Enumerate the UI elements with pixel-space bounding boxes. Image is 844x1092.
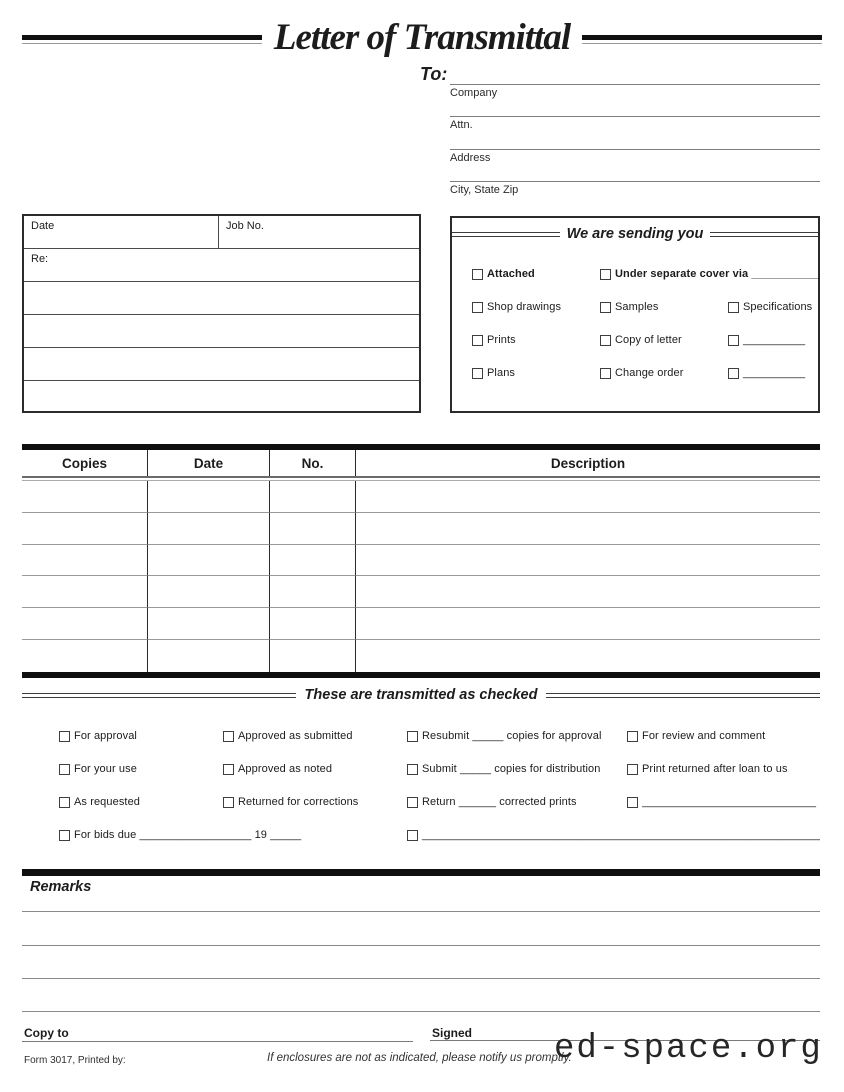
form-title-row [22,18,822,60]
date-job-row [24,216,419,249]
column-header-description: Description [550,455,626,471]
check-item-label: For bids due __________________ 19 _____ [74,829,302,841]
header-rule-right [546,693,820,698]
table-cell [270,513,356,545]
column-header-no: No. [270,450,356,476]
copy-to-label: Copy to [24,1026,69,1040]
check-item-blank [627,796,816,808]
table-body [22,481,820,672]
title-rule-left [22,35,262,44]
table-cell [356,545,820,577]
blank-row [24,282,419,315]
to-label: To: [420,64,448,84]
title-rule-right [582,35,822,44]
check-item-change-order [600,367,683,379]
checkbox[interactable] [600,335,611,346]
table-cell [148,513,270,545]
check-item-under-separate-cover [600,268,820,280]
check-item-returned-for-corrections [223,796,358,808]
checkbox[interactable] [627,797,638,808]
check-item-label: __________ [743,334,806,346]
copy-to-line [22,1041,413,1042]
sending-box-header [452,226,818,242]
check-item-resubmit-copies [407,730,602,742]
checkbox[interactable] [627,764,638,775]
check-item-label: For approval [74,730,137,742]
check-item-shop-drawings [472,301,561,313]
remarks-line [22,978,820,979]
table-cell [356,576,820,608]
attn-field: Attn. [450,116,820,131]
check-item-label: Approved as noted [238,763,333,775]
checkbox[interactable] [407,830,418,841]
remarks-line [22,911,820,912]
table-bottom-bar [22,672,820,678]
transmitted-section-header [22,687,820,703]
checkbox[interactable] [728,335,739,346]
table-cell [22,545,148,577]
table-cell [22,481,148,513]
enclosure-note: If enclosures are not as indicated, please notify us promptly. [267,1052,572,1064]
table-cell [22,576,148,608]
transmitted-checklist [22,722,820,852]
table-cell [270,545,356,577]
check-item-label: __________ [743,367,806,379]
remarks-label: Remarks [30,879,92,895]
remarks-line [22,945,820,946]
checkbox[interactable] [407,731,418,742]
checkbox[interactable] [600,269,611,280]
checkbox[interactable] [472,368,483,379]
transmitted-section-title: These are transmitted as checked [304,687,538,703]
check-item-for-bids-due [59,829,301,841]
checkbox[interactable] [407,797,418,808]
check-item-label: Prints [487,334,516,346]
header-rule-left [452,232,560,237]
table-cell [356,481,820,513]
remarks-top-bar [22,869,820,876]
table-cell [148,608,270,640]
check-item-label: Resubmit _____ copies for approval [422,730,602,742]
checkbox[interactable] [600,368,611,379]
table-cell [22,608,148,640]
check-item-label: Returned for corrections [238,796,359,808]
check-item-label: Copy of letter [615,334,682,346]
check-item-print-returned [627,763,788,775]
page-title: Letter of Transmittal [273,16,571,58]
checkbox[interactable] [728,302,739,313]
check-item-label: ____________________________ [642,796,817,808]
check-item-label: Submit _____ copies for distribution [422,763,601,775]
check-item-return-corrected-prints [407,796,577,808]
check-item-approved-as-submitted [223,730,353,742]
form-number-note: Form 3017, Printed by: [24,1055,126,1066]
table-header-row [22,450,820,476]
check-item-blank-long [407,829,820,841]
remarks-line [22,1011,820,1012]
table-cell [270,640,356,672]
check-item-prints [472,334,516,346]
checkbox[interactable] [59,830,70,841]
table-cell [148,640,270,672]
table-cell [148,545,270,577]
check-item-for-review-and-comment [627,730,765,742]
blank-row [24,381,419,414]
check-item-submit-copies [407,763,600,775]
re-field: Re: [31,253,49,265]
check-item-label: Shop drawings [487,301,562,313]
watermark: ed-space.org [554,1030,823,1068]
check-item-label: As requested [74,796,141,808]
table-cell [22,513,148,545]
checkbox[interactable] [223,764,234,775]
items-table [22,444,820,678]
check-item-label: Approved as submitted [238,730,353,742]
city-state-zip-field: City, State Zip [450,181,820,196]
blank-row [24,315,419,348]
check-item-for-approval [59,730,137,742]
checkbox[interactable] [59,797,70,808]
checkbox[interactable] [627,731,638,742]
checkbox[interactable] [472,335,483,346]
sending-box-title: We are sending you [566,226,704,242]
address-field: Address [450,149,820,164]
company-field: Company [450,84,820,99]
table-cell [270,481,356,513]
table-cell [148,576,270,608]
check-item-label: Attached [487,268,535,280]
checkbox[interactable] [600,302,611,313]
table-cell [356,513,820,545]
blank-row [24,348,419,381]
check-item-samples [600,301,659,313]
check-item-blank [728,334,805,346]
signed-label: Signed [432,1026,473,1040]
check-item-approved-as-noted [223,763,332,775]
check-item-attached [472,268,535,280]
check-item-label: ________________________________________________________________ [422,829,820,841]
check-item-blank [728,367,805,379]
header-rule-right [710,232,818,237]
checkbox[interactable] [472,269,483,280]
check-item-label: For review and comment [642,730,766,742]
table-cell [270,576,356,608]
checkbox[interactable] [223,797,234,808]
check-item-label: Change order [615,367,684,379]
checkbox[interactable] [728,368,739,379]
re-row [24,249,419,282]
column-header-copies: Copies [22,450,148,476]
check-item-label: Samples [615,301,659,313]
column-header-date: Date [148,450,270,476]
table-cell [148,481,270,513]
checkbox[interactable] [472,302,483,313]
check-item-as-requested [59,796,140,808]
check-item-specifications [728,301,812,313]
check-item-for-your-use [59,763,137,775]
table-cell [22,640,148,672]
checkbox[interactable] [407,764,418,775]
check-item-label: Print returned after loan to us [642,763,788,775]
check-item-label: Specifications [743,301,813,313]
table-cell [356,608,820,640]
date-field: Date [24,216,219,248]
checkbox[interactable] [223,731,234,742]
check-item-label: For your use [74,763,137,775]
check-item-label: Return ______ corrected prints [422,796,577,808]
header-rule-left [22,693,296,698]
table-cell [270,608,356,640]
check-item-copy-of-letter [600,334,682,346]
date-job-re-box [22,214,421,413]
table-cell [356,640,820,672]
job-no-field: Job No. [226,220,264,232]
check-item-label: Plans [487,367,516,379]
check-item-label: Under separate cover via ___________ [615,268,820,280]
check-item-plans [472,367,515,379]
we-are-sending-you-box [450,216,820,413]
checkbox[interactable] [59,764,70,775]
checkbox[interactable] [59,731,70,742]
